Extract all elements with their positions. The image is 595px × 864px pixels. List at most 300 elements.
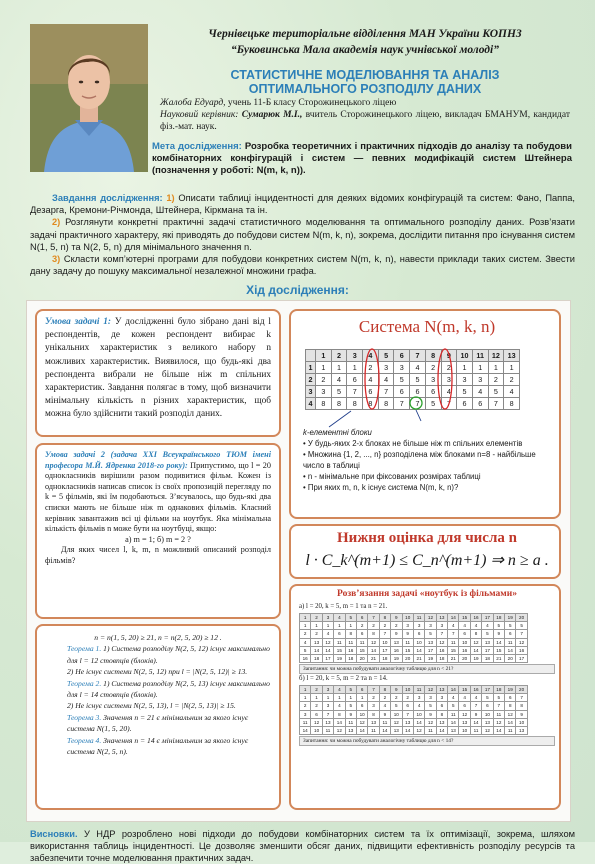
table-cell: 1 [311, 694, 322, 702]
table-cell: 3 [425, 694, 436, 702]
table-cell: 5 [505, 622, 516, 630]
task2-card [35, 443, 281, 619]
table-cell: 1 [334, 622, 345, 630]
table-cell: 6 [410, 386, 426, 398]
table-header-cell: 1 [316, 350, 332, 362]
table-cell: 13 [459, 718, 470, 726]
solution-table-a [299, 613, 528, 663]
table-cell: 4 [448, 694, 459, 702]
table-cell: 3 [472, 374, 488, 386]
table-cell: 4 [331, 374, 347, 386]
table-cell: 4 [410, 362, 426, 374]
table-cell: 10 [482, 710, 493, 718]
table-cell: 13 [425, 638, 436, 646]
table-header-cell: 1 [300, 614, 311, 622]
task-2-text: Розглянути конкретні практичні задачі статистичного моделювання та оптимального розподілу даних. Розв’язати задачі практичного характеру, які приводять до побудови систем N(m, k, n), зокрема, дослідити питання про існування систем N(1, 5, n) та N(2, 5, n) для мінімального значення n. [30, 217, 575, 252]
table-cell: 12 [470, 638, 481, 646]
table-cell: 4 [379, 702, 390, 710]
table-cell: 9 [402, 630, 413, 638]
table-cell: 3 [322, 702, 333, 710]
table-header-cell: 2 [311, 686, 322, 694]
theorem-3-text: Значення n = 21 є мінімальним за якого існує система N(1, 5, 20). [67, 712, 249, 734]
table-cell: 2 [391, 694, 402, 702]
table-cell: 2 [402, 694, 413, 702]
table-cell: 11 [345, 638, 356, 646]
table-cell: 12 [505, 710, 516, 718]
bounds-equation: n = n(1, 5, 20) ≥ 21, n = n(2, 5, 20) ≥ 12 . [94, 633, 222, 642]
table-cell: 21 [413, 654, 424, 662]
institution-line: Чернівецьке територіальне відділення МАН України КОПНЗ [208, 28, 522, 40]
table-cell: 1 [316, 362, 332, 374]
table-cell: 17 [516, 654, 527, 662]
table-cell: 5 [493, 694, 504, 702]
table-cell: 16 [459, 646, 470, 654]
research-board [26, 300, 571, 822]
table-cell: 11 [300, 718, 311, 726]
table-cell: 5 [300, 646, 311, 654]
table-cell: 3 [368, 702, 379, 710]
table-cell: 11 [345, 718, 356, 726]
theorem-1-label: Теорема 1. [67, 644, 102, 654]
table-cell: 14 [379, 726, 390, 734]
table-cell: 14 [368, 646, 379, 654]
table-cell: 8 [504, 398, 520, 410]
task2-options: а) m = 1; б) m = 2 ? [125, 534, 191, 544]
table-header-cell: 11 [472, 350, 488, 362]
table-header-cell: 7 [368, 686, 379, 694]
table-cell: 13 [448, 726, 459, 734]
table-header-cell: 6 [356, 686, 367, 694]
table-cell: 3 [378, 362, 394, 374]
table-cell: 5 [482, 630, 493, 638]
table-cell: 12 [493, 718, 504, 726]
table-header-cell: 12 [488, 350, 504, 362]
table-cell: 2 [368, 622, 379, 630]
table-cell: 11 [402, 638, 413, 646]
theorem-2-label: Теорема 2. [67, 678, 102, 688]
table-row [306, 398, 520, 410]
table-cell: 2 [356, 622, 367, 630]
table-cell: 13 [516, 726, 527, 734]
theorem-1-part-2: 2) Не існує системи N(2, 5, 12) при l = |N(2, 5, 12)| ≥ 13. [67, 667, 248, 677]
table-header-cell: 15 [459, 686, 470, 694]
table-cell: 14 [505, 646, 516, 654]
table-cell: 18 [379, 654, 390, 662]
table-cell: 7 [322, 710, 333, 718]
table-cell: 4 [504, 386, 520, 398]
table-cell: 2 [368, 694, 379, 702]
task2-label: Умова задачі 2 (задача XXI Всеукраїнського ТЮМ імені професора М.Й. Ядренка 2018-го року): [45, 450, 271, 470]
table-header-cell: 3 [322, 614, 333, 622]
task1-card [35, 309, 281, 437]
table-cell: 12 [391, 718, 402, 726]
table-cell: 10 [413, 638, 424, 646]
table-cell: 8 [334, 710, 345, 718]
research-goal [152, 141, 572, 177]
table-cell: 14 [413, 646, 424, 654]
table-cell: 4 [470, 622, 481, 630]
table-cell: 6 [356, 702, 367, 710]
table-header-cell: 9 [391, 614, 402, 622]
table-cell: 14 [436, 726, 447, 734]
table-cell: 4 [470, 694, 481, 702]
task-3-text: Скласти комп’ютерні програми для побудови конкретних систем N(m, k, n), навести приклади таких систем. Звести дану задачу до пошуку максимальної незалежної множини графа. [30, 254, 575, 277]
table-cell: 6 [505, 630, 516, 638]
table-row [300, 694, 528, 702]
table-cell: 5 [391, 702, 402, 710]
table-header-cell: 14 [448, 686, 459, 694]
table-header-cell: 2 [311, 614, 322, 622]
table-cell: 3 [436, 694, 447, 702]
system-note-4: • При яких m, n, k існує система N(m, k, n)? [303, 483, 459, 492]
goal-text: Розробка теоретичних і практичних підходів до аналізу та побудови комбінаторних конфігурацій і систем — певних модифікацій систем Штейнера (позначення у роботі: N(m, k, n)). [152, 141, 572, 176]
table-cell: 4 [322, 630, 333, 638]
task1-text: У дослідженні було зібрано дані від l респондентів, де кожен респондент вибирає k унікальних характеристик з великого набору n можливих характеристик. Виявилося, що будь-які два респондента вибрали не більше ніж m спільних характеристик. Завдання полягає в тому, щоб визначити мінімальну кількість n різних характеристик, щоб можна було здійснити такий розподіл даних. [45, 317, 271, 420]
table-cell: 11 [493, 710, 504, 718]
conclusion-label: Висновки. [30, 829, 78, 839]
table-cell: 11 [448, 710, 459, 718]
table-cell: 9 [425, 710, 436, 718]
k-block-arrow [329, 411, 351, 427]
table-cell: 1 [322, 622, 333, 630]
table-cell: 17 [425, 646, 436, 654]
table-cell: 3 [413, 694, 424, 702]
system-note-2-text: Множина {1, 2, ..., n} розподілена між блоками n=8 - найбільше число в таблиці [303, 450, 536, 470]
table-cell: 3 [316, 386, 332, 398]
table-cell: 2 [300, 702, 311, 710]
table-cell: 1 [311, 622, 322, 630]
table-header-cell: 16 [470, 686, 481, 694]
table-cell: 19 [470, 654, 481, 662]
table-cell: 9 [516, 710, 527, 718]
table-cell: 2 [316, 374, 332, 386]
table-cell: 6 [505, 694, 516, 702]
table-cell: 4 [306, 398, 316, 410]
table-cell: 9 [493, 630, 504, 638]
table-cell: 13 [368, 718, 379, 726]
table-header-cell: 11 [413, 614, 424, 622]
system-note-2: • Множина {1, 2, ..., n} розподілена між блоками n=8 - найбільше число в таблиці [303, 450, 536, 470]
table-cell: 6 [457, 398, 473, 410]
table-cell: 11 [356, 638, 367, 646]
table-cell: 11 [334, 638, 345, 646]
table-cell: 2 [488, 374, 504, 386]
table-cell: 14 [402, 726, 413, 734]
table-cell: 12 [322, 638, 333, 646]
table-cell: 1 [472, 362, 488, 374]
table-row [300, 710, 528, 718]
theorem-1-part-1: 1) Система розподілу N(2, 5, 12) існує максимально для l = 12 стовпців (блоків). [67, 644, 270, 665]
table-cell: 4 [300, 638, 311, 646]
table-cell: 15 [493, 646, 504, 654]
table-cell: 3 [402, 622, 413, 630]
table-cell: 16 [436, 646, 447, 654]
table-header-cell: 13 [436, 614, 447, 622]
research-tasks [30, 192, 575, 277]
task-1-text: Описати таблиці інцидентності для деяких відомих конфігурацій та систем: Фано, Паппа, Дезарга, Кремони-Річмонда, Штейнера, Кіркмана та ін. [30, 193, 575, 216]
goal-label: Мета дослідження: [152, 141, 245, 152]
theorem-3-label: Теорема 3. [67, 712, 102, 722]
table-header-cell: 7 [368, 614, 379, 622]
table-cell: 6 [459, 702, 470, 710]
table-row [306, 362, 520, 374]
table-cell: 19 [334, 654, 345, 662]
table-cell: 9 [379, 710, 390, 718]
table-cell: 9 [345, 710, 356, 718]
table-cell: 6 [363, 386, 379, 398]
table-cell: 10 [459, 638, 470, 646]
table-cell: 6 [402, 702, 413, 710]
table-cell: 2 [391, 622, 402, 630]
table-cell: 16 [345, 646, 356, 654]
table-cell: 8 [347, 398, 363, 410]
advisor-name: Сумарюк М.І., [241, 110, 303, 120]
table-header-cell: 10 [402, 614, 413, 622]
table-cell: 17 [482, 646, 493, 654]
table-cell: 14 [413, 718, 424, 726]
table-cell: 13 [402, 718, 413, 726]
title-line-2: ОПТИМАЛЬНОГО РОЗПОДІЛУ ДАНИХ [248, 82, 482, 96]
table-cell: 9 [470, 710, 481, 718]
table-header-cell: 5 [378, 350, 394, 362]
table-cell: 5 [516, 622, 527, 630]
table-cell: 2 [306, 374, 316, 386]
table-header-cell: 1 [300, 686, 311, 694]
table-cell: 3 [413, 622, 424, 630]
table-cell: 3 [425, 622, 436, 630]
advisor-details: вчитель Сторожинецького ліцею, викладач БМАНУМ, кандидат фіз.-мат. наук. [160, 110, 571, 132]
author-details: учень 11-Б класу Сторожинецького ліцею [225, 98, 397, 108]
table-cell: 3 [457, 374, 473, 386]
table-cell: 11 [368, 726, 379, 734]
table-cell: 2 [379, 694, 390, 702]
table-cell: 7 [448, 630, 459, 638]
table-header-cell: 12 [425, 614, 436, 622]
table-cell: 10 [391, 710, 402, 718]
table-cell: 5 [394, 374, 410, 386]
table-row [300, 654, 528, 662]
table-header-cell: 10 [457, 350, 473, 362]
table-cell: 20 [402, 654, 413, 662]
theorem-2-part-1: 1) Система розподілу N(2, 5, 13) існує максимально для l = 14 стовпців (блоків). [67, 678, 270, 700]
table-row [300, 638, 528, 646]
table-cell: 14 [334, 718, 345, 726]
system-note-3: • n - мінімальне при фіксованих розмірах таблиці [303, 472, 481, 481]
table-header-cell: 18 [493, 614, 504, 622]
table-header-cell: 20 [516, 614, 527, 622]
table-cell: 11 [470, 726, 481, 734]
table-header-cell: 17 [482, 686, 493, 694]
table-cell: 12 [459, 710, 470, 718]
table-cell: 14 [311, 646, 322, 654]
table-cell: 7 [394, 398, 410, 410]
table-cell: 12 [334, 726, 345, 734]
table-header-cell: 5 [345, 614, 356, 622]
table-cell: 7 [379, 630, 390, 638]
table-cell: 4 [459, 622, 470, 630]
table-header-cell: 8 [425, 350, 441, 362]
table-cell: 6 [482, 702, 493, 710]
system-title: Система N(m, k, n) [358, 317, 496, 336]
table-cell: 5 [331, 386, 347, 398]
k-blocks-label: k-елементні блоки [303, 428, 372, 437]
table-cell: 19 [391, 654, 402, 662]
table-cell: 2 [300, 630, 311, 638]
table-cell: 10 [356, 710, 367, 718]
question-a: Запитання: чи можна побудувати аналогічну таблицю для n < 21? [299, 664, 555, 674]
table-header-cell [306, 350, 316, 362]
table-cell: 18 [311, 654, 322, 662]
table-cell: 7 [441, 398, 457, 410]
table-cell: 12 [311, 718, 322, 726]
table-cell: 1 [504, 362, 520, 374]
section-title: Хід дослідження: [246, 283, 349, 297]
table-cell: 12 [425, 718, 436, 726]
table-cell: 5 [488, 386, 504, 398]
table-cell: 8 [516, 702, 527, 710]
table-cell: 11 [448, 638, 459, 646]
table-cell: 10 [311, 726, 322, 734]
table-header-cell: 7 [410, 350, 426, 362]
table-cell: 20 [459, 654, 470, 662]
table-cell: 13 [322, 718, 333, 726]
table-cell: 14 [448, 718, 459, 726]
table-cell: 13 [391, 638, 402, 646]
table-cell: 15 [402, 646, 413, 654]
table-cell: 21 [368, 654, 379, 662]
table-cell: 15 [448, 646, 459, 654]
table-cell: 6 [311, 710, 322, 718]
portrait-image [30, 24, 148, 172]
table-header-cell: 4 [334, 614, 345, 622]
table-cell: 8 [368, 710, 379, 718]
system-card [289, 309, 561, 519]
table-cell: 3 [306, 386, 316, 398]
table-cell: 8 [331, 398, 347, 410]
system-note-3-text: n - мінімальне при фіксованих розмірах таблиці [307, 472, 481, 481]
table-cell: 5 [425, 398, 441, 410]
lower-bound-card [289, 524, 561, 579]
table-cell: 4 [334, 702, 345, 710]
table-cell: 3 [300, 710, 311, 718]
table-row [306, 374, 520, 386]
table-header-cell: 17 [482, 614, 493, 622]
title-line-1: СТАТИСТИЧНЕ МОДЕЛЮВАННЯ ТА АНАЛІЗ [230, 68, 500, 82]
table-cell: 18 [345, 654, 356, 662]
table-cell: 4 [472, 386, 488, 398]
solution-title: Розв’язання задачі «ноутбук із фільмами» [337, 589, 517, 599]
table-header-cell: 16 [470, 614, 481, 622]
table-cell: 12 [436, 638, 447, 646]
system-note-4-text: При яких m, n, k існує система N(m, k, n)? [307, 483, 459, 492]
table-cell: 14 [322, 646, 333, 654]
lower-bound-title: Нижня оцінка для числа n [337, 530, 517, 546]
table-header-cell: 20 [516, 686, 527, 694]
table-cell: 13 [391, 726, 402, 734]
table-row [300, 702, 528, 710]
table-cell: 14 [470, 718, 481, 726]
table-cell: 3 [436, 622, 447, 630]
table-row [300, 726, 528, 734]
case-a-label: а) l = 20, k = 5, m = 1 та n = 21. [299, 603, 388, 610]
table-header-cell: 15 [459, 614, 470, 622]
table-cell: 8 [470, 630, 481, 638]
table-cell: 18 [482, 654, 493, 662]
table-cell: 1 [300, 622, 311, 630]
theorem-4-text: Значення n = 14 є мінімальним за якого існує система N(2, 5, n). [67, 735, 249, 757]
system-notes [303, 427, 553, 493]
advisor-label: Науковий керівник: [160, 110, 242, 120]
table-cell: 16 [516, 646, 527, 654]
table-cell: 2 [379, 622, 390, 630]
table-cell: 2 [311, 630, 322, 638]
table-cell: 2 [425, 362, 441, 374]
table-cell: 17 [322, 654, 333, 662]
table-cell: 5 [493, 622, 504, 630]
table-cell: 7 [410, 398, 426, 410]
table-cell: 8 [436, 710, 447, 718]
table-cell: 6 [413, 630, 424, 638]
table-cell: 5 [482, 694, 493, 702]
table-cell: 5 [410, 374, 426, 386]
table-header-cell: 18 [493, 686, 504, 694]
table-cell: 14 [493, 638, 504, 646]
table-header-cell: 19 [505, 614, 516, 622]
table-cell: 1 [306, 362, 316, 374]
table-cell: 7 [378, 386, 394, 398]
table-header-cell: 19 [505, 686, 516, 694]
table-cell: 14 [300, 726, 311, 734]
table-cell: 4 [378, 374, 394, 386]
table-cell: 1 [322, 694, 333, 702]
table-header-cell: 11 [413, 686, 424, 694]
table-header-cell: 13 [436, 686, 447, 694]
table-header-cell: 12 [425, 686, 436, 694]
table-cell: 11 [322, 726, 333, 734]
table-header-cell: 4 [363, 350, 379, 362]
table-header-cell: 8 [379, 614, 390, 622]
table-cell: 7 [516, 630, 527, 638]
table-cell: 1 [331, 362, 347, 374]
table-cell: 13 [482, 718, 493, 726]
table-cell: 1 [345, 694, 356, 702]
table-cell: 7 [488, 398, 504, 410]
table-cell: 3 [394, 362, 410, 374]
table-cell: 7 [516, 694, 527, 702]
task1-label: Умова задачі 1: [45, 317, 112, 327]
table-cell: 3 [441, 374, 457, 386]
table-cell: 21 [493, 654, 504, 662]
question-b: Запитання: чи можна побудувати аналогічну таблицю для n < 14? [299, 736, 555, 746]
table-cell: 11 [505, 638, 516, 646]
table-cell: 5 [457, 386, 473, 398]
table-row [300, 622, 528, 630]
author-info [160, 97, 570, 133]
table-cell: 1 [356, 694, 367, 702]
table-cell: 21 [448, 654, 459, 662]
table-cell: 5 [425, 630, 436, 638]
table-cell: 10 [459, 726, 470, 734]
table-cell: 6 [334, 630, 345, 638]
table-cell: 1 [347, 362, 363, 374]
task2-text: Припустимо, що l = 20 однокласників вирішили разом подивитися фільм. Кожен із однокласників написав список із своїх пропозицій переглядy по k = 5 фільмів, які їм подобаються. З’ясувалось, що будь-які два списки мають не більше ніж m однакових фільмів. Класний керівник завантажив всі ці фільми на ноутбук. Яка мінімальна кількість фільмів n може бути на ноутбуці, якщо: [45, 460, 271, 534]
table-cell: 2 [504, 374, 520, 386]
table-cell: 12 [482, 726, 493, 734]
table-cell: 20 [505, 654, 516, 662]
table-cell: 6 [347, 374, 363, 386]
incidence-table [305, 349, 520, 410]
table-cell: 15 [356, 646, 367, 654]
